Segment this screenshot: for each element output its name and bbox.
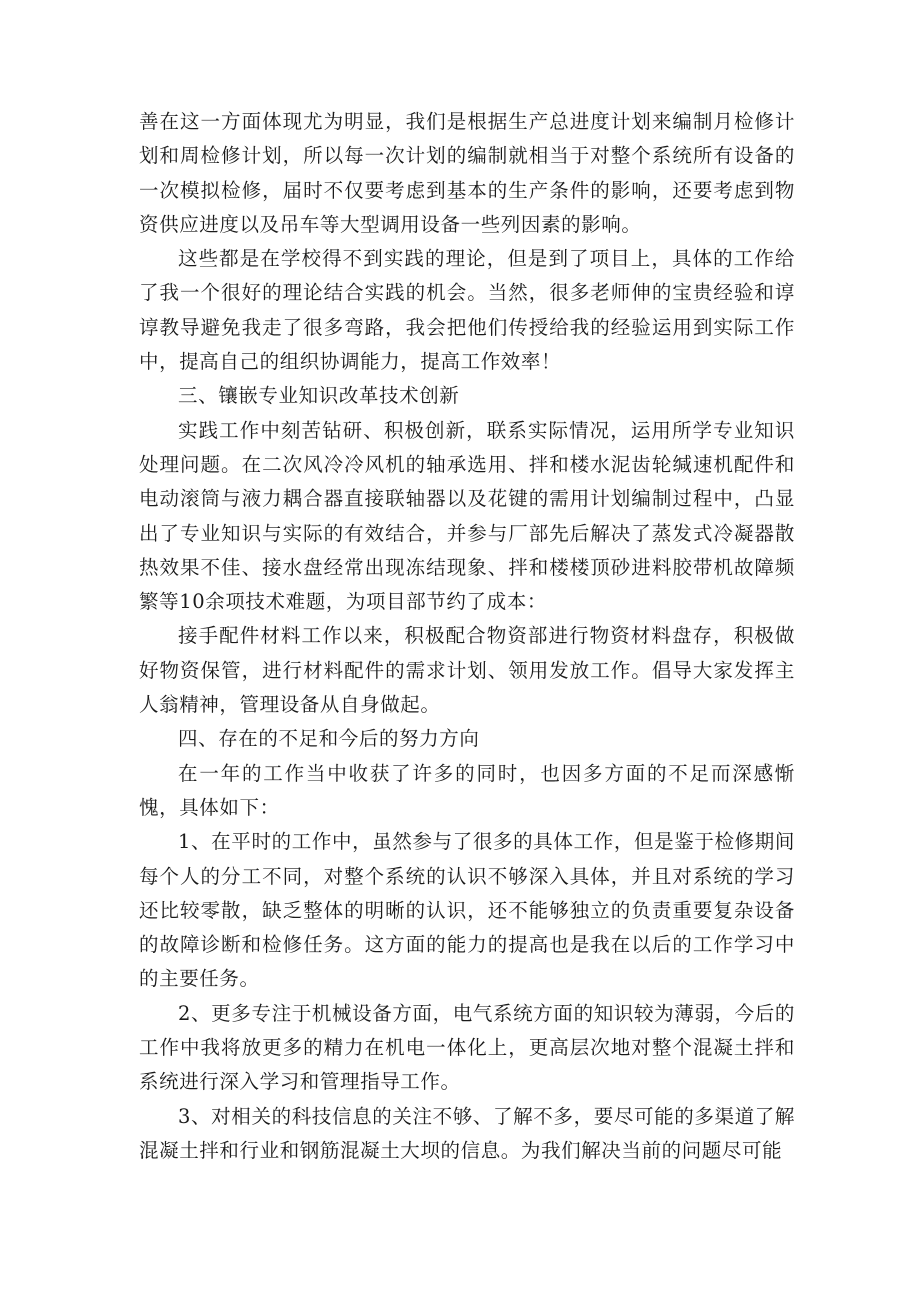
paragraph-innovation: 实践工作中刻苦钻研、积极创新，联系实际情况，运用所学专业知识处理问题。在二次风冷冷风机的轴承选用、拌和楼水泥齿轮缄速机配件和电动滚筒与液力耦合器直接联轴器以及花键的需用计划编制过程中，凸显出了专业知识与实际的有效结合，并参与厂部先后解决了蒸发式冷凝器散热效果不佳、接水盘经常出现冻结现象、拌和楼楼顶砂进料胶带机故障频繁等10余项技术难题，为项目部节约了成本： [139, 418, 795, 614]
paragraph-item-2: 2、更多专注于机械设备方面，电气系统方面的知识较为薄弱，今后的工作中我将放更多的精力在机电一体化上，更高层次地对整个混凝土拌和系统进行深入学习和管理指导工作。 [139, 1001, 795, 1094]
section-heading-4: 四、存在的不足和今后的努力方向 [178, 727, 480, 751]
paragraph-item-1: 1、在平时的工作中，虽然参与了很多的具体工作，但是鉴于检修期间每个人的分工不同，对整个系统的认识不够深入具体，并且对系统的学习还比较零散，缺乏整体的明晰的认识，还不能够独立的负责重要复杂设备的故障诊断和检修任务。这方面的能力的提高也是我在以后的工作学习中的主要任务。 [139, 830, 795, 991]
paragraph-theory-practice: 这些都是在学校得不到实践的理论，但是到了项目上，具体的工作给了我一个很好的理论结合实践的机会。当然，很多老师伸的宝贵经验和谆谆教导避免我走了很多弯路，我会把他们传授给我的经验运用到实际工作中，提高自己的组织协调能力，提高工作效率！ [139, 247, 795, 374]
paragraph-item-3: 3、对相关的科技信息的关注不够、了解不多，要尽可能的多渠道了解混凝土拌和行业和钢筋混凝土大坝的信息。为我们解决当前的问题尽可能 [139, 1104, 795, 1162]
document-body [139, 105, 795, 1168]
paragraph-shortcomings-intro: 在一年的工作当中收获了许多的同时，也因多方面的不足而深感惭愧，具体如下： [139, 761, 795, 819]
paragraph-continued: 善在这一方面体现尤为明显，我们是根据生产总进度计划来编制月检修计划和周检修计划，所以每一次计划的编制就相当于对整个系统所有设备的一次模拟检修，届时不仅要考虑到基本的生产条件的影响，还要考虑到物资供应进度以及吊车等大型调用设备一些列因素的影响。 [139, 110, 795, 236]
paragraph-materials: 接手配件材料工作以来，积极配合物资部进行物资材料盘存，积极做好物资保管，进行材料配件的需求计划、领用发放工作。倡导大家发挥主人翁精神，管理设备从自身做起。 [139, 624, 795, 717]
section-heading-3: 三、镶嵌专业知识改革技术创新 [178, 384, 460, 408]
